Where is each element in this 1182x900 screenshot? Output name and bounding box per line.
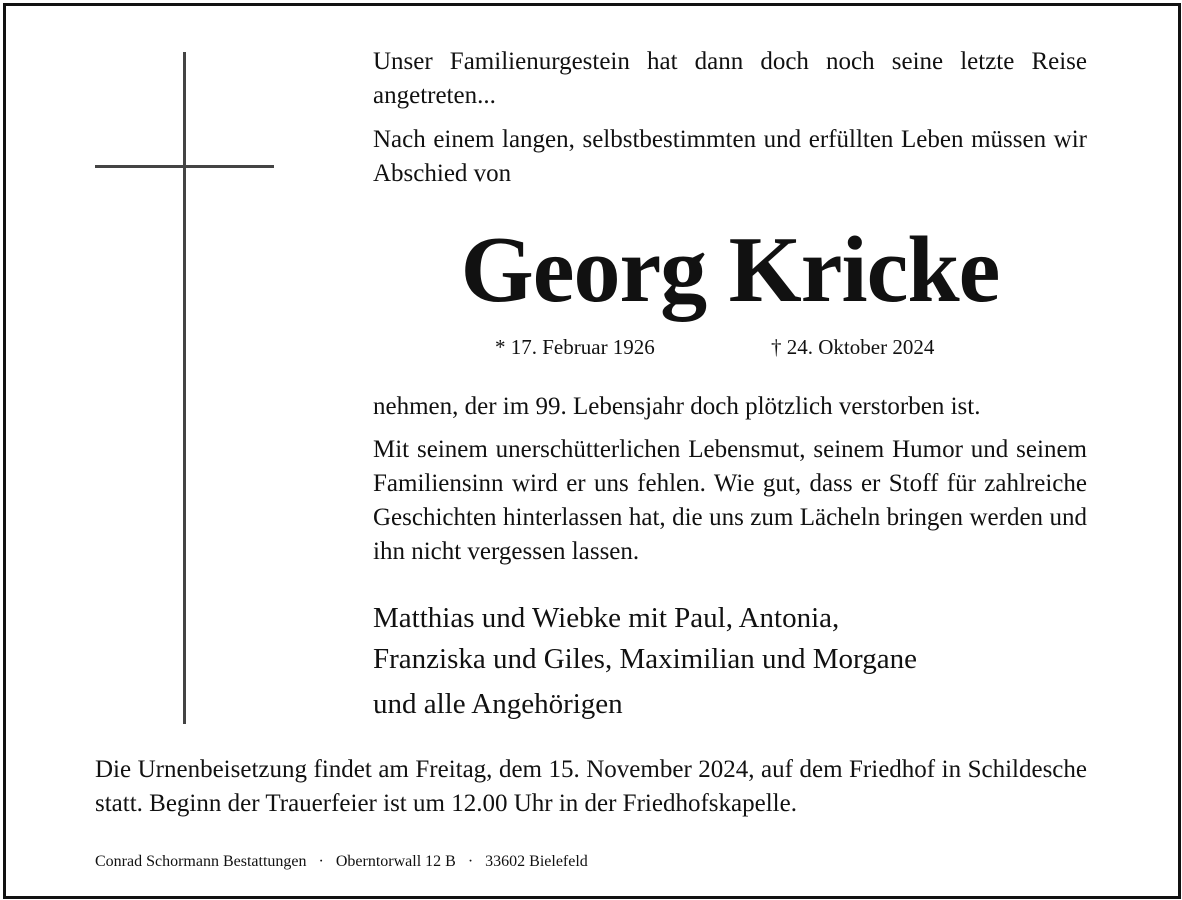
death-date: † 24. Oktober 2024 <box>771 335 935 359</box>
mourners-line-1: Matthias und Wiebke mit Paul, Antonia, <box>373 602 840 634</box>
continuation-text: nehmen, der im 99. Lebensjahr doch plötzlich verstorben ist. <box>373 393 981 420</box>
mourners-line-2: Franziska und Giles, Maximilian und Morgane <box>373 643 917 675</box>
undertaker-footer <box>95 851 588 873</box>
intro-text-1: Unser Familienurgestein hat dann doch noch seine letzte Reise angetreten... <box>373 48 1087 109</box>
cross-horizontal-bar <box>95 165 274 168</box>
mourners-line-3: und alle Angehörigen <box>373 688 623 720</box>
intro-text-2: Nach einem langen, selbstbestimmten und erfüllten Leben müssen wir Abschied von <box>373 126 1087 187</box>
footer-street: Oberntorwall 12 B <box>335 853 456 870</box>
funeral-info: Die Urnenbeisetzung findet am Freitag, dem 15. November 2024, auf dem Friedhof in Schildesche statt. Beginn der Trauerfeier ist um 12.00 Uhr in der Friedhofskapelle. <box>95 756 1087 817</box>
deceased-name: Georg Kricke <box>460 218 1000 322</box>
footer-separator: · <box>318 853 324 870</box>
footer-separator: · <box>467 853 474 870</box>
cross-vertical-bar <box>183 52 186 724</box>
tribute-text: Mit seinem unerschütterlichen Lebensmut, seinem Humor und seinem Familiensinn wird er uns fehlen. Wie gut, dass er Stoff für zahlreiche Geschichten hinterlassen hat, die uns zum Lächeln bringen werden und ihn nicht vergessen lassen. <box>373 436 1087 565</box>
birth-date: * 17. Februar 1926 <box>495 335 655 359</box>
footer-city: 33602 Bielefeld <box>485 853 588 870</box>
footer-company: Conrad Schormann Bestattungen <box>95 853 307 870</box>
